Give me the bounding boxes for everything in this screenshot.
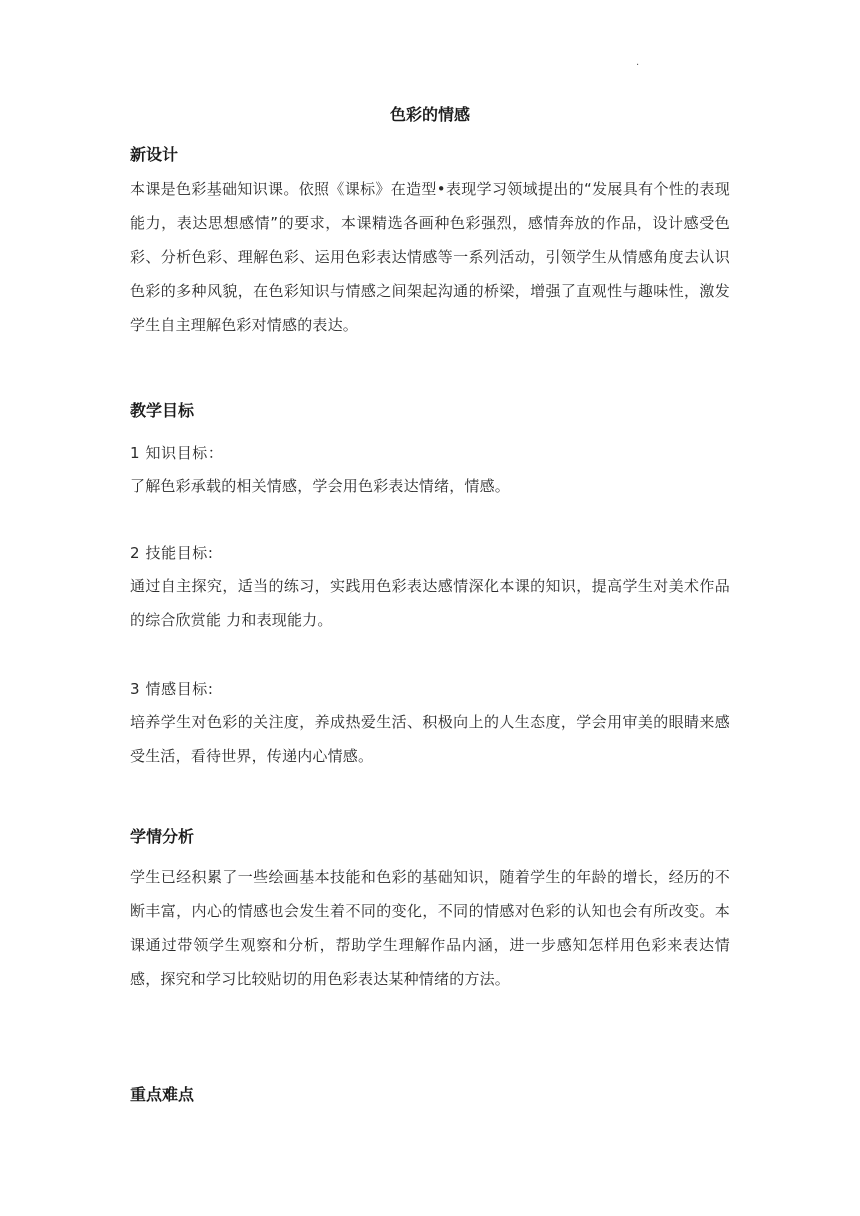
corner-mark: . <box>636 57 640 68</box>
student-analysis-paragraph: 学生已经积累了一些绘画基本技能和色彩的基础知识，随着学生的年龄的增长，经历的不断丰富，内心的情感也会发生着不同的变化，不同的情感对色彩的认知也会有所改变。本课通过带领学生观察和分析，帮助学生理解作品内涵，进一步感知怎样用色彩来表达情感，探究和学习比较贴切的用色彩表达某种情绪的方法。 <box>130 868 730 988</box>
section-heading-student-analysis: 学情分析 <box>130 827 195 846</box>
goal-skill-text: 通过自主探究，适当的练习，实践用色彩表达感情深化本课的知识，提高学生对美术作品的综合欣赏能 力和表现能力。 <box>130 577 730 629</box>
goal-knowledge-label: 1 知识目标： <box>130 444 224 462</box>
section-heading-key-points: 重点难点 <box>130 1085 195 1104</box>
goal-skill-label: 2 技能目标: <box>130 544 214 562</box>
goal-emotion-label: 3 情感目标: <box>130 680 214 698</box>
document-title: 色彩的情感 <box>389 105 470 124</box>
goal-emotion-text: 培养学生对色彩的关注度，养成热爱生活、积极向上的人生态度，学会用审美的眼睛来感受生活，看待世界，传递内心情感。 <box>130 713 730 765</box>
new-design-paragraph: 本课是色彩基础知识课。依照《课标》在造型•表现学习领域提出的“发展具有个性的表现能力，表达思想感情”的要求，本课精选各画种色彩强烈，感情奔放的作品，设计感受色彩、分析色彩、理解色彩、运用色彩表达情感等一系列活动，引领学生从情感角度去认识色彩的多种风貌，在色彩知识与情感之间架起沟通的桥梁，增强了直观性与趣味性，激发学生自主理解色彩对情感的表达。 <box>130 180 730 334</box>
section-heading-teaching-goals: 教学目标 <box>130 401 195 420</box>
section-heading-new-design: 新设计 <box>130 145 179 164</box>
goal-knowledge-text: 了解色彩承载的相关情感，学会用色彩表达情绪，情感。 <box>130 477 511 495</box>
